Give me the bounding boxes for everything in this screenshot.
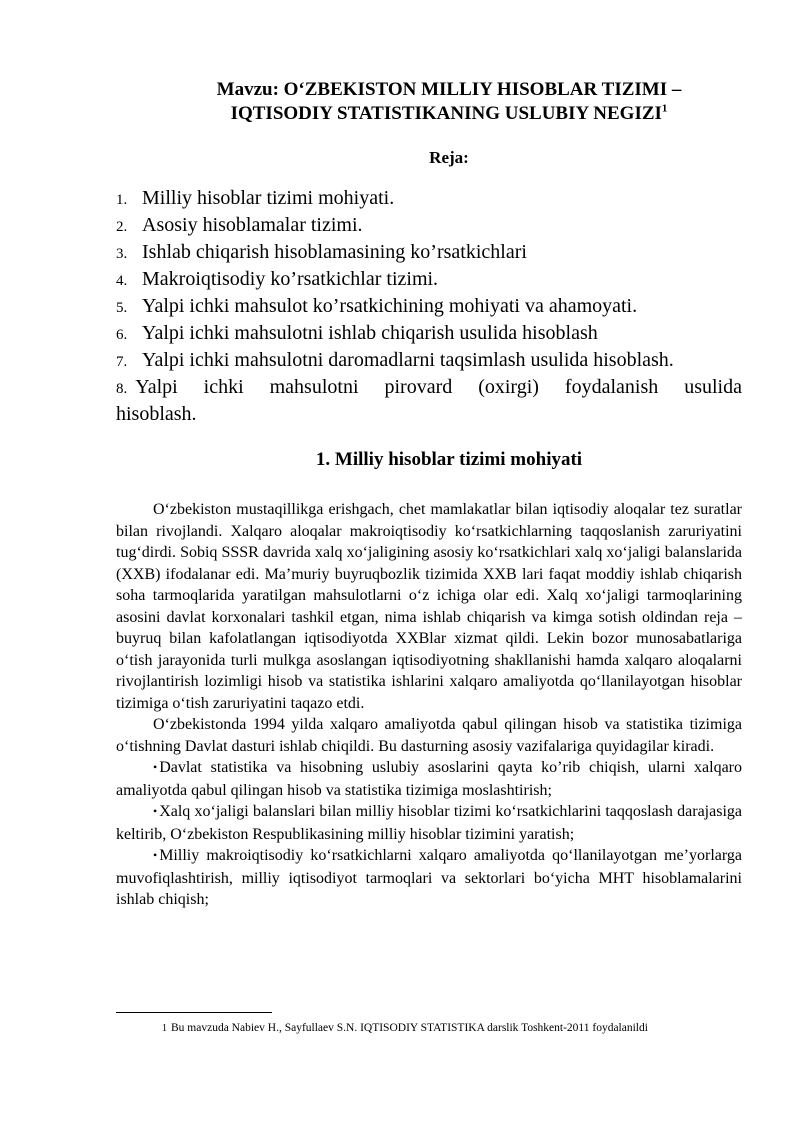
plan-item-text: Ishlab chiqarish hisoblamasining ko’rsatkichlari [142, 241, 527, 263]
bullet-text: Davlat statistika va hisobning uslubiy asoslarini qayta ko’rib chiqish, ularni xalqaro amaliyotda qabul qilingan hisob va statistika tizimiga moslashtirish; [116, 759, 742, 799]
plan-item-continuation: hisoblash. [116, 403, 197, 425]
title-line-1: Mavzu: O‘ZBEKISTON MILLIY HISOBLAR TIZIMI – [216, 79, 682, 100]
plan-item-number: 2. [116, 219, 128, 235]
section-heading: 1. Milliy hisoblar tizimi mohiyati [315, 449, 583, 470]
title-line-2: IQTISODIY STATISTIKANING USLUBIY NEGIZI [230, 103, 662, 124]
bullet-text: Xalq xo‘jaligi balanslari bilan milliy hisoblar tizimi ko‘rsatkichlarini taqqoslash darajasiga keltirib, O‘zbekiston Respublikasining milliy hisoblar tizimini yaratish; [116, 803, 742, 843]
plan-item-number: 5. [116, 300, 128, 316]
plan-item-text: Yalpi ichki mahsulotni pirovard (oxirgi) foydalanish usulida [135, 376, 742, 398]
plan-item [116, 240, 742, 267]
plan-item-text: Makroiqtisodiy ko’rsatkichlar tizimi. [142, 268, 439, 290]
document-page [116, 78, 742, 911]
plan-item-number: 8. [116, 381, 128, 397]
plan-heading: Reja: [429, 148, 469, 167]
bullet-text: Milliy makroiqtisodiy ko‘rsatkichlarni xalqaro amaliyotda qo‘llanilayotgan me’yorlarga muvofiqlashtirish, milliy iqtisodiyot tarmoqlari va sektorlari bo‘yicha MHT hisoblamalarini ishlab chiqish; [116, 847, 742, 908]
bullet-icon: • [153, 760, 158, 774]
plan-item [116, 186, 742, 213]
bullet-paragraph [116, 801, 742, 845]
plan-item-text: Yalpi ichki mahsulotni daromadlarni taqsimlash usulida hisoblash. [142, 349, 674, 371]
plan-item-number: 4. [116, 273, 128, 289]
bullet-paragraph [116, 845, 742, 911]
plan-item-number: 3. [116, 246, 128, 262]
plan-item [116, 294, 742, 321]
plan-item-text: Asosiy hisoblamalar tizimi. [142, 214, 363, 236]
plan-item [116, 213, 742, 240]
plan-item-text: Yalpi ichki mahsulotni ishlab chiqarish usulida hisoblash [142, 322, 598, 344]
footnote-separator [116, 1012, 272, 1013]
plan-item [116, 348, 742, 375]
paragraph: O‘zbekiston mustaqillikga erishgach, chet mamlakatlar bilan iqtisodiy aloqalar tez suratlar bilan rivojlandi. Xalqaro aloqalar makroiqtisodiy ko‘rsatkichlarning taqqoslanish zaruriyatini tug‘dirdi. Sobiq SSSR davrida xalq xo‘jaligining asosiy ko‘rsatkichlari xalq xo‘jaligi balanslarida (XXB) ifodalanar edi. Ma’muriy buyruqbozlik tizimida XXB lari faqat moddiy ishlab chiqarish soha tarmoqlarida yaratilgan mahsulotlarni o‘z ichiga olar edi. Xalq xo‘jaligi tarmoqlarining asosini davlat korxonalari tashkil etgan, nima ishlab chiqarish va kimga sotish oldindan reja – buyruq bilan kafolatlangan iqtisodiyotda XXBlar xizmat qildi. Lekin bozor munosabatlariga o‘tish jarayonida turli mulkga asoslangan iqtisodiyotning shakllanishi hamda xalqaro aloqalarni rivojlantirish lozimligi hisob va statistika ishlarini xalqaro amaliyotda qo‘llanilayotgan hisoblar tizimiga o‘tish zaruriyatini taqazo etdi. [116, 501, 742, 712]
paragraph: O‘zbekistonda 1994 yilda xalqaro amaliyotda qabul qilingan hisob va statistika tizimiga o‘tishning Davlat dasturi ishlab chiqildi. Bu dasturning asosiy vazifalariga quyidagilar kiradi. [116, 716, 742, 755]
plan-item-number: 1. [116, 192, 128, 208]
plan-list [116, 186, 742, 427]
plan-item-text: Milliy hisoblar tizimi mohiyati. [142, 187, 395, 209]
document-title [116, 78, 742, 126]
plan-item-number: 7. [116, 354, 128, 370]
bullet-paragraph [116, 757, 742, 801]
footnote-reference[interactable]: 1 [661, 102, 668, 115]
plan-item-number: 6. [116, 327, 128, 343]
plan-item [116, 375, 742, 427]
plan-item-text: Yalpi ichki mahsulot ko’rsatkichining mohiyati va ahamoyati. [142, 295, 638, 317]
section-body [116, 499, 742, 911]
bullet-icon: • [153, 804, 158, 818]
footnote-mark: 1 [162, 1023, 167, 1034]
plan-item [116, 321, 742, 348]
plan-item [116, 267, 742, 294]
footnote-text: Bu mavzuda Nabiev H., Sayfullaev S.N. IQTISODIY STATISTIKA darslik Toshkent-2011 foydalanildi [171, 1022, 648, 1034]
footnote [162, 1022, 648, 1034]
bullet-icon: • [153, 848, 158, 862]
